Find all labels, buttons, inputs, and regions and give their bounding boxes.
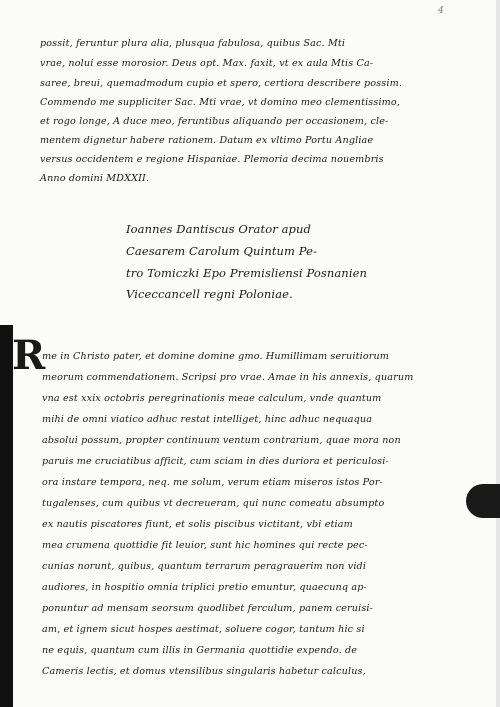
- binding-edge: [0, 325, 13, 707]
- address-line: Ioannes Dantiscus Orator apud: [126, 222, 311, 236]
- folio-number: 4: [438, 6, 444, 16]
- page-clip: [466, 484, 500, 518]
- text-line: Anno domini MDXXII.: [40, 173, 150, 184]
- address-line: tro Tomiczki Epo Premisliensi Posnanien: [126, 266, 368, 280]
- page-edge-shadow: [496, 0, 500, 707]
- decorated-initial: R: [12, 332, 46, 379]
- text-line: possit, feruntur plura alia, plusqua fabulosa, quibus Sac. Mti: [40, 38, 346, 49]
- text-line: ex nautis piscatores fiunt, et solis piscibus victitant, vbi etiam: [42, 519, 353, 530]
- text-line: ne equis, quantum cum illis in Germania quottidie expendo. de: [42, 645, 358, 656]
- text-line: vrae, nolui esse morosior. Deus opt. Max. faxit, vt ex aula Mtis Ca-: [40, 58, 374, 69]
- address-line: Caesarem Carolum Quintum Pe-: [126, 244, 318, 258]
- text-line: Commendo me suppliciter Sac. Mti vrae, vt domino meo clementissimo,: [40, 97, 401, 108]
- text-line: am, et ignem sicut hospes aestimat, soluere cogor, tantum hic si: [42, 624, 365, 635]
- text-line: et rogo longe, A duce meo, feruntibus aliquando per occasionem, cle-: [40, 116, 389, 127]
- text-line: mihi de omni viatico adhuc restat intelliget, hinc adhuc nequaqua: [42, 414, 373, 425]
- text-line: versus occidentem e regione Hispaniae. Plemoria decima nouembris: [40, 154, 384, 165]
- text-line: Cameris lectis, et domus vtensilibus singularis habetur calculus,: [42, 666, 366, 677]
- text-line: audiores, in hospitio omnia triplici pretio emuntur, quaecunq ap-: [42, 582, 367, 593]
- text-line: ora instare tempora, neq. me solum, verum etiam miseros istos Por-: [42, 477, 383, 488]
- text-line: meorum commendationem. Scripsi pro vrae. Amae in his annexis, quarum: [42, 372, 414, 383]
- text-line: paruis me cruciatibus afficit, cum sciam in dies duriora et periculosi-: [42, 456, 389, 467]
- text-line: me in Christo pater, et domine domine gmo. Humillimam seruitiorum: [42, 351, 390, 362]
- text-line: absolui possum, propter continuum ventum contrarium, quae mora non: [42, 435, 401, 446]
- text-line: tugalenses, cum quibus vt decreueram, qui nunc comeatu absumpto: [42, 498, 385, 509]
- text-line: mentem dignetur habere rationem. Datum ex vltimo Portu Angliae: [40, 135, 374, 146]
- text-line: vna est xxix octobris peregrinationis meae calculum, vnde quantum: [42, 393, 382, 404]
- text-line: saree, breui, quemadmodum cupio et spero, certiora describere possim.: [40, 78, 403, 89]
- text-line: mea crumena quottidie fit leuior, sunt hic homines qui recte pec-: [42, 540, 368, 551]
- text-line: cunias norunt, quibus, quantum terrarum peragrauerim non vidi: [42, 561, 367, 572]
- text-line: ponuntur ad mensam seorsum quodlibet ferculum, panem ceruisi-: [42, 603, 374, 614]
- address-line: Viceccancell regni Poloniae.: [126, 287, 293, 301]
